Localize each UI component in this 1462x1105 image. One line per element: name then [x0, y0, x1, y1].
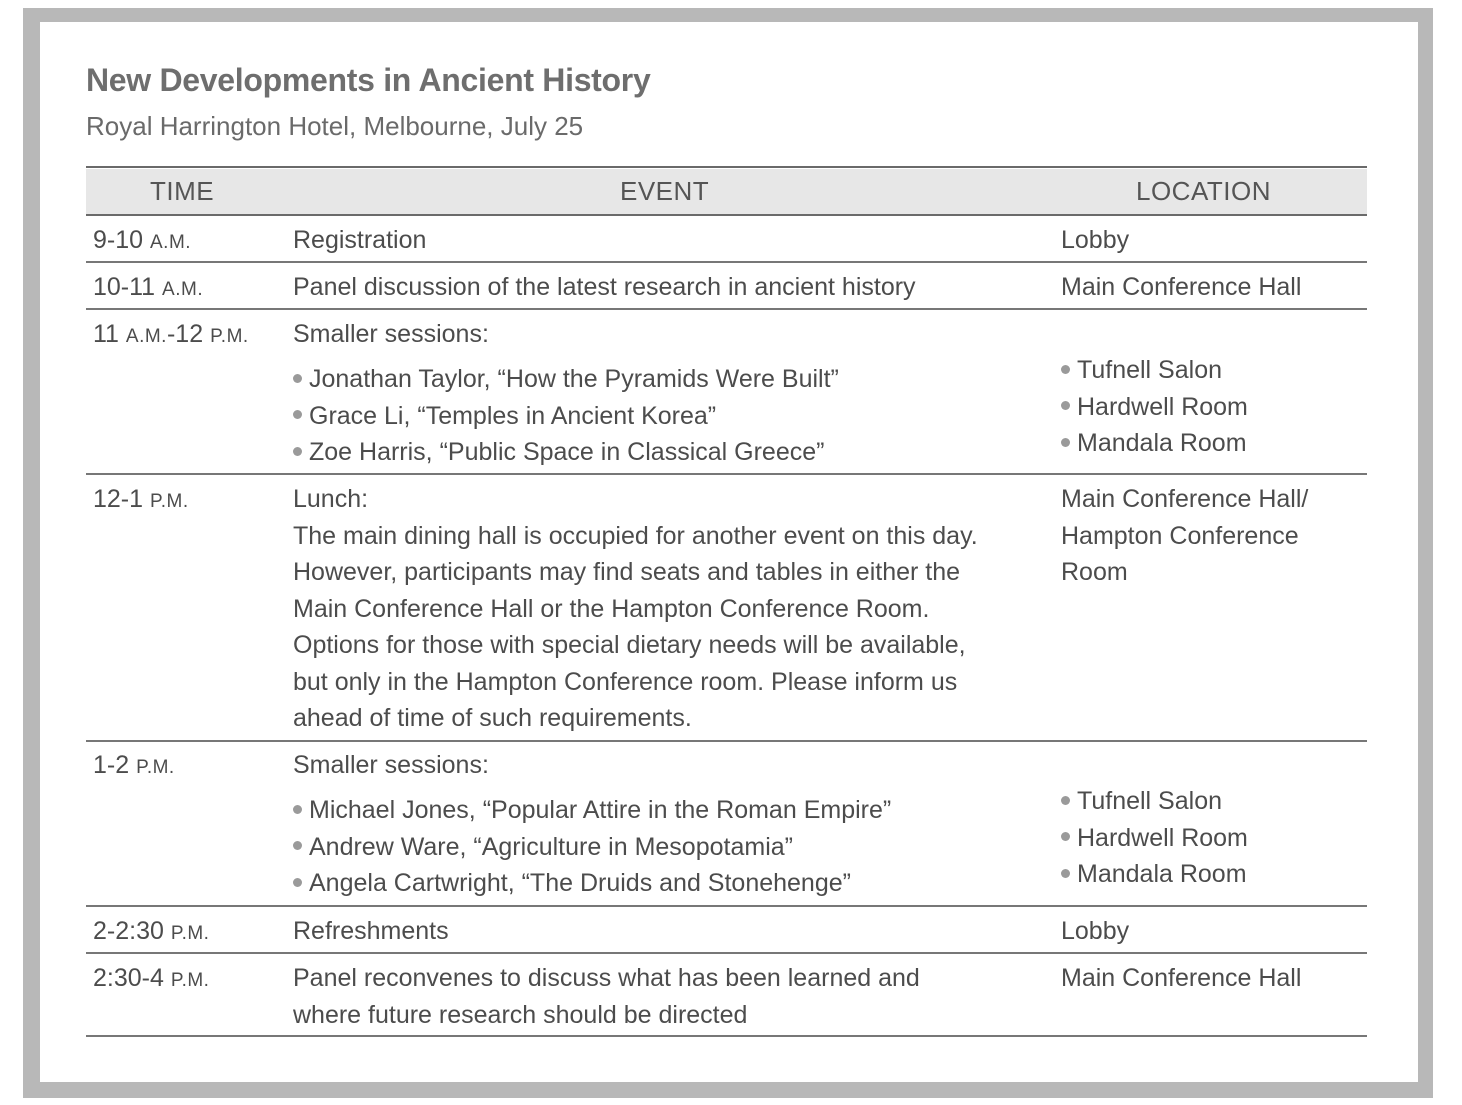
- row-3-session-list: [293, 361, 839, 471]
- row-4-event: [293, 481, 978, 737]
- event-line: Panel reconvenes to discuss what has been learned and: [293, 964, 920, 992]
- list-item: Tufnell Salon: [1061, 783, 1248, 820]
- row-divider: [86, 473, 1367, 475]
- list-item: Mandala Room: [1061, 856, 1248, 893]
- row-divider: [86, 952, 1367, 954]
- row-6-event: Refreshments: [293, 917, 449, 945]
- list-item: Andrew Ware, “Agriculture in Mesopotamia”: [293, 829, 891, 866]
- bullet-icon: [1061, 438, 1070, 447]
- bullet-icon: [1061, 365, 1070, 374]
- location-line: Main Conference Hall/: [1061, 485, 1309, 513]
- row-divider: [86, 308, 1367, 310]
- event-line: Main Conference Hall or the Hampton Conference Room.: [293, 594, 930, 623]
- row-1-time: 9-10 A.M.: [93, 226, 192, 254]
- row-divider: [86, 740, 1367, 742]
- location-line: Hampton Conference: [1061, 521, 1299, 550]
- table-header-rule: [86, 214, 1367, 216]
- column-header-location: LOCATION: [1136, 176, 1271, 206]
- row-7-location: Main Conference Hall: [1061, 964, 1302, 992]
- row-2-time: 10-11 A.M.: [93, 273, 204, 301]
- event-line: where future research should be directed: [293, 1000, 748, 1029]
- row-7-event: [293, 960, 920, 1033]
- row-divider: [86, 261, 1367, 263]
- row-5-time: 1-2 P.M.: [93, 751, 175, 779]
- event-line: The main dining hall is occupied for another event on this day.: [293, 521, 978, 550]
- row-1-location: Lobby: [1061, 226, 1130, 254]
- event-line: Options for those with special dietary needs will be available,: [293, 631, 966, 659]
- bullet-icon: [1061, 401, 1070, 410]
- list-item: Michael Jones, “Popular Attire in the Roman Empire”: [293, 792, 891, 829]
- column-header-time: TIME: [150, 176, 215, 206]
- bullet-icon: [1061, 832, 1070, 841]
- row-3-time: 11 A.M.-12 P.M.: [93, 320, 249, 348]
- row-5-location-list: [1061, 783, 1248, 893]
- list-item: Jonathan Taylor, “How the Pyramids Were Built”: [293, 361, 839, 398]
- list-item: Tufnell Salon: [1061, 352, 1248, 389]
- list-item: Hardwell Room: [1061, 820, 1248, 857]
- table-bottom-rule: [86, 1035, 1367, 1037]
- list-item: Zoe Harris, “Public Space in Classical Greece”: [293, 434, 839, 471]
- list-item: Mandala Room: [1061, 425, 1248, 462]
- row-4-time: 12-1 P.M.: [93, 485, 189, 513]
- row-3-location-list: [1061, 352, 1248, 462]
- row-2-location: Main Conference Hall: [1061, 273, 1302, 301]
- bullet-icon: [1061, 796, 1070, 805]
- table-top-rule: [86, 166, 1367, 168]
- row-7-time: 2:30-4 P.M.: [93, 964, 210, 992]
- bullet-icon: [293, 447, 302, 456]
- event-line: ahead of time of such requirements.: [293, 704, 692, 732]
- row-6-time: 2-2:30 P.M.: [93, 917, 210, 945]
- bullet-icon: [293, 374, 302, 383]
- bullet-icon: [293, 841, 302, 850]
- list-item: Angela Cartwright, “The Druids and Stonehenge”: [293, 865, 891, 902]
- event-line: Lunch:: [293, 485, 369, 513]
- row-6-location: Lobby: [1061, 917, 1130, 945]
- list-item: Hardwell Room: [1061, 389, 1248, 426]
- bullet-icon: [293, 805, 302, 814]
- row-4-location: [1061, 481, 1308, 591]
- bullet-icon: [293, 410, 302, 419]
- row-5-session-list: [293, 792, 891, 902]
- bullet-icon: [1061, 869, 1070, 878]
- row-divider: [86, 905, 1367, 907]
- page-title: New Developments in Ancient History: [86, 62, 651, 98]
- location-line: Room: [1061, 558, 1128, 586]
- event-line: However, participants may find seats and tables in either the: [293, 558, 961, 586]
- list-item: Grace Li, “Temples in Ancient Korea”: [293, 398, 839, 435]
- row-1-event: Registration: [293, 226, 427, 254]
- column-header-event: EVENT: [620, 176, 710, 206]
- event-line: but only in the Hampton Conference room. Please inform us: [293, 667, 958, 696]
- page-subtitle: Royal Harrington Hotel, Melbourne, July 25: [86, 111, 584, 141]
- bullet-icon: [293, 878, 302, 887]
- row-3-event: Smaller sessions:: [293, 320, 489, 348]
- row-2-event: Panel discussion of the latest research in ancient history: [293, 273, 916, 301]
- row-5-event: Smaller sessions:: [293, 751, 489, 779]
